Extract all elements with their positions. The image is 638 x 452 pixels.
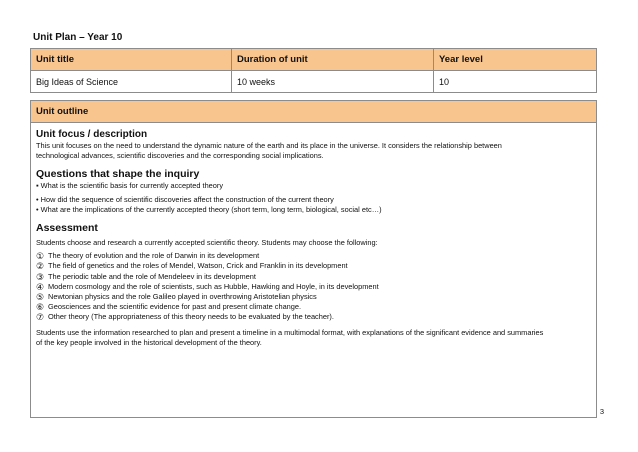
cell-unit-title: Big Ideas of Science [31, 71, 232, 93]
list-item-text: Modern cosmology and the role of scientists, such as Hubble, Hawking and Hoyle, in its development [48, 281, 379, 291]
header-year-level: Year level [434, 49, 597, 71]
circled-number: ⑤ [36, 292, 45, 303]
unit-outline-table [30, 100, 597, 418]
question-item: ▪ What is the scientific basis for currently accepted theory [36, 181, 224, 191]
circled-number: ① [36, 251, 45, 262]
circled-number: ③ [36, 271, 45, 282]
table-row [31, 71, 597, 93]
list-item [36, 261, 591, 271]
outline-header-row [31, 101, 597, 123]
header-duration: Duration of unit [232, 49, 434, 71]
question-item: • How did the sequence of scientific discoveries affect the construction of the current theory [36, 194, 334, 204]
list-item [36, 292, 591, 302]
list-item-text: The periodic table and the role of Mendeleev in its development [48, 271, 256, 281]
circled-number: ⑥ [36, 302, 45, 313]
focus-heading: Unit focus / description [36, 129, 148, 140]
outline-body [31, 123, 597, 418]
unit-summary-table [30, 48, 597, 93]
assessment-heading: Assessment [36, 222, 98, 235]
focus-text-line: technological advances, scientific discoveries and the corresponding social implications. [36, 151, 324, 161]
circled-number: ④ [36, 281, 45, 292]
header-unit-title: Unit title [31, 49, 232, 71]
list-item [36, 282, 591, 292]
list-item [36, 312, 591, 322]
questions-heading: Questions that shape the inquiry [36, 168, 200, 181]
page-number: 3 [599, 407, 604, 416]
circled-number: ⑦ [36, 312, 45, 323]
list-item-text: Other theory (The appropriateness of this theory needs to be evaluated by the teacher). [48, 312, 334, 322]
list-item-text: Geosciences and the scientific evidence for past and present climate change. [48, 302, 302, 312]
table-header-row [31, 49, 597, 71]
closing-text-line: Students use the information researched to plan and present a timeline in a multimodal format, with explanations of the significant evidence and summaries [36, 327, 544, 337]
list-item-text: The theory of evolution and the role of Darwin in its development [48, 251, 260, 261]
page-title: Unit Plan – Year 10 [33, 32, 123, 43]
closing-text-line: of the key people involved in the historical development of the theory. [36, 337, 262, 347]
list-item [36, 272, 591, 282]
assessment-intro: Students choose and research a currently accepted scientific theory. Students may choose the following: [36, 238, 378, 248]
list-item-text: The field of genetics and the roles of Mendel, Watson, Crick and Franklin in its development [48, 261, 348, 271]
cell-duration: 10 weeks [232, 71, 434, 93]
list-item-text: Newtonian physics and the role Galileo played in overthrowing Aristotelian physics [48, 292, 317, 302]
list-item [36, 251, 591, 261]
circled-number: ② [36, 261, 45, 272]
question-item: • What are the implications of the currently accepted theory (short term, long term, biological, social etc…) [36, 204, 382, 214]
list-item [36, 302, 591, 312]
outline-header: Unit outline [31, 101, 597, 123]
cell-year-level: 10 [434, 71, 597, 93]
focus-text-line: This unit focuses on the need to understand the dynamic nature of the earth and its place in the universe. It considers the relationship between [36, 141, 502, 150]
